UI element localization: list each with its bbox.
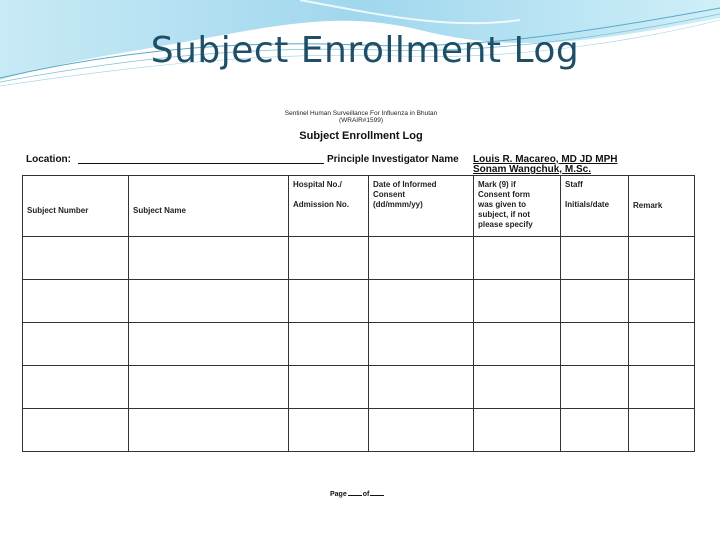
table-row — [23, 323, 695, 366]
table-header-row — [23, 176, 695, 237]
pi-name-secondary: Sonam Wangchuk, M.Sc. — [473, 164, 591, 175]
table-row — [23, 409, 695, 452]
table-cell — [561, 237, 629, 280]
col-header-hospital-no: Hospital No./ Admission No. — [289, 176, 369, 237]
of-label: of — [362, 491, 370, 498]
col-header-staff-initials: Staff Initials/date — [561, 176, 629, 237]
table-cell — [474, 323, 561, 366]
table-cell — [289, 366, 369, 409]
table-row — [23, 366, 695, 409]
col-header-subject-number: Subject Number — [23, 176, 129, 237]
table-cell — [629, 280, 695, 323]
table-cell — [629, 409, 695, 452]
table-cell — [629, 323, 695, 366]
slide-title: Subject Enrollment Log — [150, 30, 580, 71]
table-cell — [289, 237, 369, 280]
page-number-footer — [330, 491, 385, 498]
table-cell — [129, 366, 289, 409]
table-cell — [561, 409, 629, 452]
table-cell — [289, 323, 369, 366]
col-header-consent-date: Date of Informed Consent (dd/mmm/yy) — [369, 176, 474, 237]
table-cell — [474, 366, 561, 409]
enrollment-log-table — [22, 175, 695, 452]
col-header-consent-mark: Mark (9) if Consent form was given to subject, if not please specify — [474, 176, 561, 237]
col-header-subject-name: Subject Name — [129, 176, 289, 237]
table-cell — [629, 366, 695, 409]
location-blank-line — [78, 163, 324, 164]
page-total-blank — [370, 495, 384, 496]
table-cell — [474, 409, 561, 452]
table-cell — [629, 237, 695, 280]
table-cell — [369, 366, 474, 409]
table-cell — [289, 409, 369, 452]
table-cell — [23, 280, 129, 323]
table-cell — [129, 323, 289, 366]
table-cell — [474, 237, 561, 280]
table-cell — [289, 280, 369, 323]
table-cell — [561, 280, 629, 323]
table-cell — [474, 280, 561, 323]
document-title: Subject Enrollment Log — [299, 130, 423, 142]
study-name: Sentinel Human Surveillance For Influenza in Bhutan — [284, 110, 438, 117]
pi-name-primary: Louis R. Macareo, MD JD MPH — [473, 154, 618, 165]
table-cell — [23, 323, 129, 366]
table-cell — [129, 280, 289, 323]
page-label: Page — [330, 491, 347, 498]
pi-label: Principle Investigator Name — [327, 154, 459, 165]
table-cell — [369, 409, 474, 452]
table-cell — [369, 237, 474, 280]
table-cell — [369, 323, 474, 366]
table-row — [23, 237, 695, 280]
table-cell — [369, 280, 474, 323]
table-cell — [561, 366, 629, 409]
table-cell — [129, 409, 289, 452]
study-protocol-number: (WRAIR#1599) — [338, 117, 384, 124]
table-cell — [23, 409, 129, 452]
page-blank — [348, 495, 362, 496]
table-cell — [561, 323, 629, 366]
col-header-remark: Remark — [629, 176, 695, 237]
table-cell — [23, 237, 129, 280]
table-cell — [23, 366, 129, 409]
table-cell — [129, 237, 289, 280]
location-label: Location: — [26, 154, 71, 165]
table-row — [23, 280, 695, 323]
